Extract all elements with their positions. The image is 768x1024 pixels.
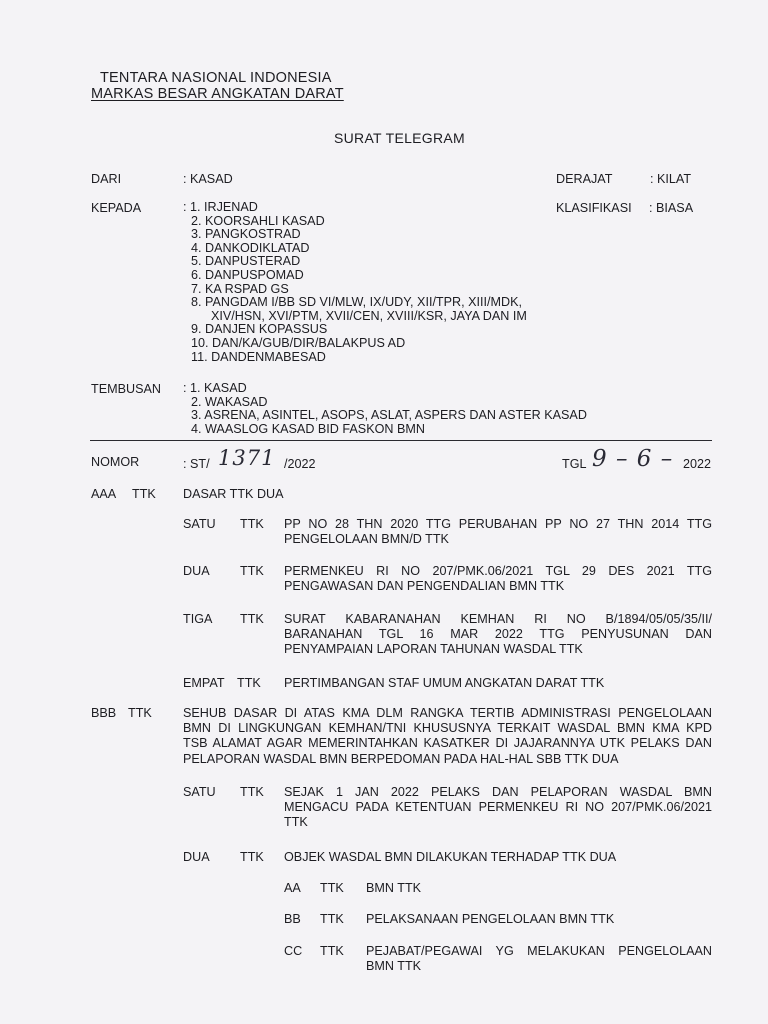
nomor-suffix: /2022 xyxy=(284,457,316,471)
bbb-ttk: TTK xyxy=(128,706,152,720)
subitem-text xyxy=(366,944,712,974)
nomor-label: NOMOR xyxy=(91,455,140,469)
aaa-item-num: TIGA xyxy=(183,612,213,626)
bbb-dua-num: DUA xyxy=(183,850,210,864)
bbb-satu-ttk: TTK xyxy=(240,785,264,799)
aaa-item-ttk: TTK xyxy=(237,676,261,690)
kepada-item: 2. KOORSAHLI KASAD xyxy=(191,213,325,228)
kepada-list xyxy=(183,201,527,364)
text-line: PELAPORAN WASDAL BMN BERPEDOMAN PADA HAL-HAL SBB TTK DUA xyxy=(183,751,619,766)
subitem-ttk: TTK xyxy=(320,944,344,958)
bbb-satu-text xyxy=(284,785,712,831)
bbb-text xyxy=(183,706,712,767)
text-line: PENYAMPAIAN LAPORAN TAHUNAN WASDAL TTK xyxy=(284,642,583,657)
aaa-item-num: SATU xyxy=(183,517,216,531)
bbb-dua-ttk: TTK xyxy=(240,850,264,864)
kepada-item: 8. PANGDAM I/BB SD VI/MLW, IX/UDY, XII/TPR, XIII/MDK, xyxy=(191,295,523,310)
aaa-item-num: EMPAT xyxy=(183,676,225,690)
document-title: SURAT TELEGRAM xyxy=(334,130,466,146)
subitem-ttk: TTK xyxy=(320,912,344,926)
tgl-label: TGL xyxy=(562,457,587,471)
kepada-item: 9. DANJEN KOPASSUS xyxy=(191,322,328,337)
aaa-item-num: DUA xyxy=(183,564,210,578)
text-line: SURAT KABARANAHAN KEMHAN RI NO B/1894/05/05/35/II/ xyxy=(284,612,712,626)
aaa-item-ttk: TTK xyxy=(240,564,264,578)
bbb-satu-num: SATU xyxy=(183,785,216,799)
text-line: PP NO 28 THN 2020 TTG PERUBAHAN PP NO 27 THN 2014 TTG xyxy=(284,517,712,531)
kepada-item: 7. KA RSPAD GS xyxy=(191,281,289,296)
kepada-item: 5. DANPUSTERAD xyxy=(191,254,301,269)
kepada-item: 11. DANDENMABESAD xyxy=(191,349,326,364)
aaa-item-ttk: TTK xyxy=(240,612,264,626)
kepada-label: KEPADA xyxy=(91,201,142,215)
aaa-item-text: PERTIMBANGAN STAF UMUM ANGKATAN DARAT TTK xyxy=(284,676,605,690)
bbb-dua-text: OBJEK WASDAL BMN DILAKUKAN TERHADAP TTK DUA xyxy=(284,850,617,864)
tembusan-item: 2. WAKASAD xyxy=(191,394,268,409)
aaa-ttk: TTK xyxy=(132,487,156,501)
aaa-item-text xyxy=(284,564,712,594)
text-line: BMN TTK xyxy=(366,959,422,974)
text-line: BARANAHAN TGL 16 MAR 2022 TTG PENYUSUNAN DAN xyxy=(284,627,712,642)
tembusan-item: 4. WAASLOG KASAD BID FASKON BMN xyxy=(191,421,425,436)
tembusan-list xyxy=(183,382,587,436)
header-line-2: MARKAS BESAR ANGKATAN DARAT xyxy=(91,86,344,102)
text-line: PENGAWASAN DAN PENGENDALIAN BMN TTK xyxy=(284,579,565,594)
bbb-label: BBB xyxy=(91,706,117,720)
subitem-text: PELAKSANAAN PENGELOLAAN BMN TTK xyxy=(366,912,615,926)
aaa-item-text xyxy=(284,612,712,658)
aaa-item-ttk: TTK xyxy=(240,517,264,531)
subitem-num: CC xyxy=(284,944,303,958)
kepada-item: 3. PANGKOSTRAD xyxy=(191,227,301,242)
text-line: PERMENKEU RI NO 207/PMK.06/2021 TGL 29 DES 2021 TTG xyxy=(284,564,712,578)
klasifikasi-value: : BIASA xyxy=(649,201,694,215)
aaa-label: AAA xyxy=(91,487,117,501)
text-line: BMN DI LINGKUNGAN KEMHAN/TNI KHUSUSNYA TERKAIT WASDAL BMN KMA KPD xyxy=(183,721,712,736)
text-line: SEHUB DASAR DI ATAS KMA DLM RANGKA TERTIB ADMINISTRASI PENGELOLAAN xyxy=(183,706,712,720)
dari-value: : KASAD xyxy=(183,172,233,186)
nomor-handwritten-number: 1371 xyxy=(218,446,276,470)
klasifikasi-label: KLASIFIKASI xyxy=(556,201,632,215)
kepada-item: 6. DANPUSPOMAD xyxy=(191,267,304,282)
text-line: TSB ALAMAT AGAR MEMERINTAHKAN KASATKER DI JAJARANNYA UTK PELAKS DAN xyxy=(183,736,712,751)
subitem-ttk: TTK xyxy=(320,881,344,895)
aaa-text: DASAR TTK DUA xyxy=(183,487,284,501)
kepada-item: 4. DANKODIKLATAD xyxy=(191,240,310,255)
subitem-num: BB xyxy=(284,912,301,926)
tembusan-label: TEMBUSAN xyxy=(91,382,161,396)
kepada-item: : 1. IRJENAD xyxy=(183,200,258,214)
subitem-text: BMN TTK xyxy=(366,881,422,895)
separator-line xyxy=(90,440,712,441)
subitem-num: AA xyxy=(284,881,301,895)
dari-label: DARI xyxy=(91,172,122,186)
text-line: SEJAK 1 JAN 2022 PELAKS DAN PELAPORAN WASDAL BMN xyxy=(284,785,712,799)
text-line: PEJABAT/PEGAWAI YG MELAKUKAN PENGELOLAAN xyxy=(366,944,712,958)
kepada-item: XIV/HSN, XVI/PTM, XVII/CEN, XVIII/KSR, JAYA DAN IM xyxy=(211,308,527,323)
tembusan-item: 3. ASRENA, ASINTEL, ASOPS, ASLAT, ASPERS DAN ASTER KASAD xyxy=(191,408,587,423)
text-line: PENGELOLAAN BMN/D TTK xyxy=(284,532,449,547)
text-line: MENGACU PADA KETENTUAN PERMENKEU RI NO 207/PMK.06/2021 xyxy=(284,800,712,815)
nomor-prefix: : ST/ xyxy=(183,457,210,471)
tgl-year: 2022 xyxy=(683,457,712,471)
tembusan-item: : 1. KASAD xyxy=(183,381,247,395)
text-line: TTK xyxy=(284,815,308,830)
header-line-1: TENTARA NASIONAL INDONESIA xyxy=(100,70,332,86)
aaa-item-text xyxy=(284,517,712,547)
derajat-label: DERAJAT xyxy=(556,172,613,186)
tgl-handwritten-date: 9 – 6 – xyxy=(592,446,674,472)
derajat-value: : KILAT xyxy=(650,172,692,186)
kepada-item: 10. DAN/KA/GUB/DIR/BALAKPUS AD xyxy=(191,335,406,350)
